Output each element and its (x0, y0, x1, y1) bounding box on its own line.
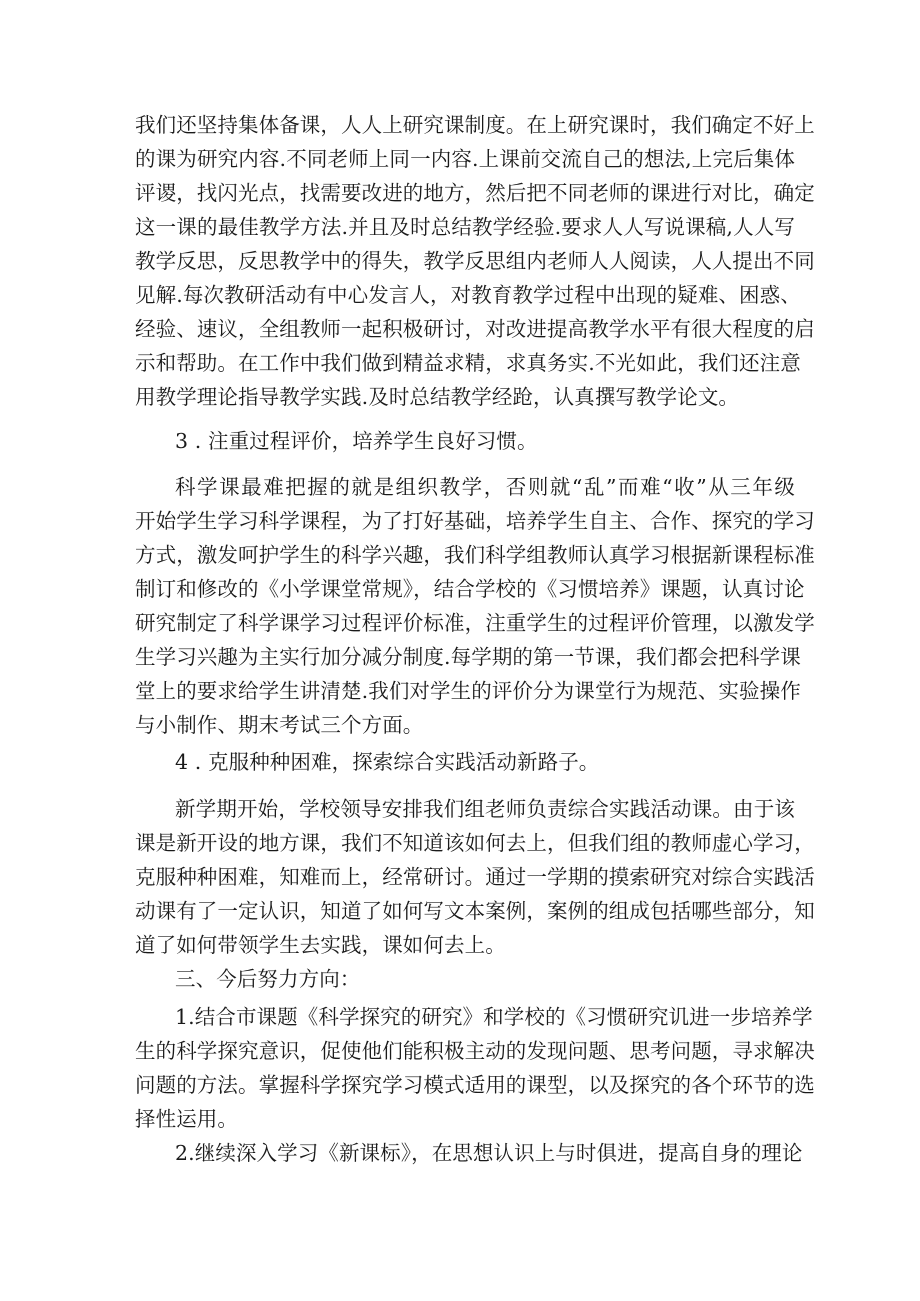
section-heading-3: 3 . 注重过程评价，培养学生良好习惯。 (175, 429, 538, 453)
paragraph-2-line-4: 制订和修改的《小学课堂常规》，结合学校的《习惯培养》课题，认真讨论 (135, 577, 805, 601)
paragraph-4-line-4: 择性运用。 (135, 1107, 238, 1131)
paragraph-2-line-3: 方式，激发呵护学生的科学兴趣，我们科学组教师认真学习根据新课程标准 (135, 543, 815, 567)
paragraph-1-line-7: 经验、速议，全组教师一起积极研讨，对改进提高教学水平有很大程度的启 (135, 317, 815, 341)
paragraph-1-line-8: 示和帮助。在工作中我们做到精益求精，求真务实.不光如此，我们还注意 (135, 351, 801, 375)
paragraph-2-line-8: 与小制作、期末考试三个方面。 (135, 713, 424, 737)
paragraph-3-line-2: 课是新开设的地方课，我们不知道该如何去上，但我们组的教师虚心学习， (135, 831, 815, 855)
paragraph-1-line-5: 教学反思，反思教学中的得失，教学反思组内老师人人阅读，人人提出不同 (135, 249, 815, 273)
paragraph-5-line-1: 2.继续深入学习《新课标》，在思想认识上与时俱进，提高自身的理论 (175, 1141, 803, 1165)
paragraph-2-line-6: 生学习兴趣为主实行加分减分制度.每学期的第一节课，我们都会把科学课 (135, 645, 801, 669)
paragraph-2-line-2: 开始学生学习科学课程，为了打好基础，培养学生自主、合作、探究的学习 (135, 509, 815, 533)
section-heading-4: 4 . 克服种种困难，探索综合实践活动新路子。 (175, 750, 600, 774)
paragraph-3-line-4: 动课有了一定认识，知道了如何写文本案例，案例的组成包括哪些部分，知 (135, 899, 815, 923)
paragraph-2-line-7: 堂上的要求给学生讲清楚.我们对学生的评价分为课堂行为规范、实验操作 (135, 679, 801, 703)
paragraph-1-line-1: 我们还坚持集体备课，人人上研究课制度。在上研究课时，我们确定不好上 (135, 113, 815, 137)
paragraph-3-line-5: 道了如何带领学生去实践，课如何去上。 (135, 933, 506, 957)
paragraph-3-line-3: 克服种种困难，知难而上，经常研讨。通过一学期的摸索研究对综合实践活 (135, 865, 815, 889)
paragraph-4-line-2: 生的科学探究意识，促使他们能积极主动的发现问题、思考问题，寻求解决 (135, 1039, 815, 1063)
paragraph-2-line-1: 科学课最难把握的就是组织教学，否则就“乱”而难“收”从三年级 (175, 475, 795, 499)
paragraph-4-line-3: 问题的方法。掌握科学探究学习模式适用的课型，以及探究的各个环节的选 (135, 1073, 815, 1097)
paragraph-1-line-9: 用教学理论指导教学实践.及时总结教学经跄，认真撰写教学论文。 (135, 385, 740, 409)
paragraph-3-line-1: 新学期开始，学校领导安排我们组老师负责综合实践活动课。由于该 (175, 797, 795, 821)
section-heading-future-direction: 三、今后努力方向： (175, 967, 361, 991)
paragraph-1-line-6: 见解.每次教研活动有中心发言人，对教育教学过程中出现的疑难、困惑、 (135, 283, 801, 307)
paragraph-1-line-3: 评谡，找闪光点，找需要改进的地方，然后把不同老师的课进行对比，确定 (135, 181, 815, 205)
paragraph-1-line-4: 这一课的最佳教学方法.并且及时总结教学经验.要求人人写说课稿,人人写 (135, 215, 795, 239)
paragraph-2-line-5: 研究制定了科学课学习过程评价标准，注重学生的过程评价管理，以激发学 (135, 611, 815, 635)
paragraph-1-line-2: 的课为研究内容.不同老师上同一内容.上课前交流自己的想法,上完后集体 (135, 147, 795, 171)
paragraph-4-line-1: 1.结合市课题《科学探究的研究》和学校的《习惯研究讥进一步培养学 (175, 1005, 813, 1029)
